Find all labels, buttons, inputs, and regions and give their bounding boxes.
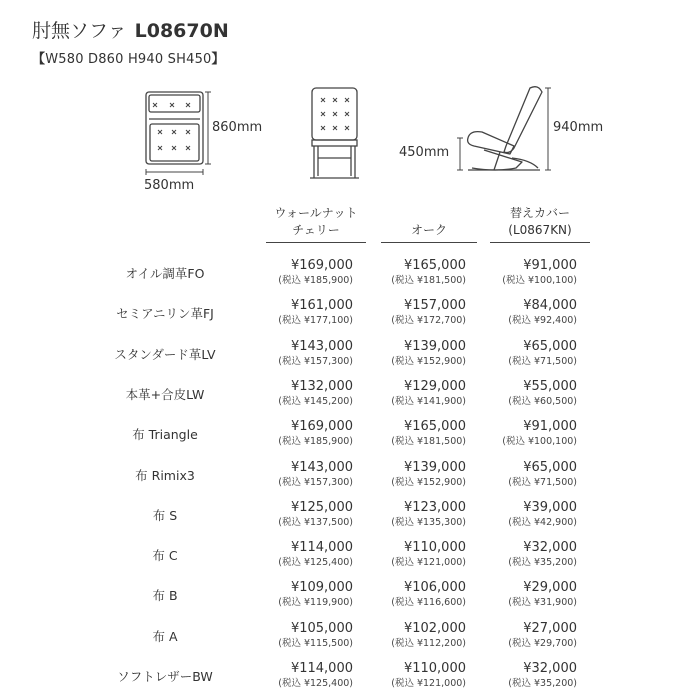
price: ¥139,000	[403, 338, 466, 354]
price: ¥32,000	[523, 540, 577, 556]
price-cell	[366, 580, 466, 609]
row-label: 布 Rimix3	[135, 467, 195, 483]
price-tax-included: (税込 ¥141,900)	[391, 395, 466, 407]
price-tax-included: (税込 ¥35,200)	[508, 678, 577, 689]
price-tax-included: (税込 ¥145,200)	[278, 395, 353, 407]
row-label: 布 A	[152, 628, 178, 644]
price: ¥105,000	[290, 620, 353, 636]
price-tax-included: (税込 ¥115,500)	[278, 637, 353, 649]
price-cell	[366, 298, 466, 327]
height-label: 940mm	[553, 120, 604, 135]
seat-height-label: 450mm	[399, 145, 450, 160]
column-header-underline	[381, 242, 477, 243]
price-tax-included: (税込 ¥35,200)	[508, 557, 577, 569]
price: ¥157,000	[403, 298, 466, 314]
price: ¥114,000	[290, 661, 353, 676]
row-label: 布 S	[152, 507, 178, 523]
price: ¥65,000	[523, 459, 577, 475]
price-tax-included: (税込 ¥31,900)	[508, 597, 577, 609]
price-tax-included: (税込 ¥121,000)	[391, 678, 466, 689]
price-tax-included: (税込 ¥152,900)	[391, 355, 466, 367]
price-cell	[253, 258, 353, 287]
price-cell	[253, 339, 353, 368]
price-cell	[477, 339, 577, 368]
price-cell	[477, 621, 577, 650]
price-cell	[366, 621, 466, 650]
row-label: 布 C	[152, 548, 178, 564]
row-label: スタンダード革LV	[114, 346, 216, 362]
price: ¥123,000	[403, 499, 466, 515]
price-cell	[477, 258, 577, 287]
price-cell	[366, 460, 466, 489]
price-tax-included: (税込 ¥172,700)	[391, 315, 466, 327]
column-header-cover	[488, 205, 592, 239]
price-cell	[477, 460, 577, 489]
price-cell	[253, 621, 353, 650]
price: ¥129,000	[403, 378, 466, 394]
price-tax-included: (税込 ¥60,500)	[508, 395, 577, 407]
row-label: 布 B	[152, 588, 178, 604]
column-header-underline	[490, 242, 590, 243]
price-tax-included: (税込 ¥157,300)	[278, 355, 353, 367]
price-cell	[366, 258, 466, 287]
price-tax-included: (税込 ¥181,500)	[391, 436, 466, 448]
column-header-line: (L0867KN)	[508, 223, 572, 237]
column-header-line: ウォールナット	[274, 206, 358, 220]
price-tax-included: (税込 ¥135,300)	[391, 516, 466, 528]
price: ¥91,000	[523, 258, 577, 273]
column-header-line: 替えカバー	[509, 206, 570, 220]
price: ¥106,000	[403, 580, 466, 596]
price: ¥161,000	[290, 298, 353, 314]
price: ¥91,000	[523, 419, 577, 435]
price-cell	[477, 540, 577, 569]
price-tax-included: (税込 ¥185,900)	[278, 275, 353, 286]
price: ¥27,000	[523, 620, 577, 636]
price-tax-included: (税込 ¥125,400)	[278, 678, 353, 689]
price-cell	[366, 540, 466, 569]
price: ¥169,000	[290, 258, 353, 273]
price: ¥102,000	[403, 620, 466, 636]
column-header-walnut-cherry	[264, 205, 368, 239]
price: ¥110,000	[403, 540, 466, 556]
product-name: 肘無ソファ	[32, 20, 127, 42]
row-label: 布 Triangle	[132, 427, 198, 443]
front-view-drawing	[310, 88, 359, 178]
depth-label: 860mm	[212, 120, 263, 135]
price-tax-included: (税込 ¥112,200)	[391, 637, 466, 649]
price: ¥39,000	[523, 499, 577, 515]
price: ¥55,000	[523, 378, 577, 394]
row-label: セミアニリン革FJ	[116, 306, 214, 322]
price: ¥65,000	[523, 338, 577, 354]
price-tax-included: (税込 ¥121,000)	[391, 557, 466, 569]
price-cell	[253, 500, 353, 529]
price-cell	[366, 419, 466, 448]
price-cell	[253, 379, 353, 408]
price: ¥169,000	[290, 419, 353, 435]
price-cell	[366, 661, 466, 690]
sofa-diagrams	[0, 0, 700, 200]
price: ¥29,000	[523, 580, 577, 596]
price-tax-included: (税込 ¥116,600)	[391, 597, 466, 609]
side-view-dimension-lines	[457, 88, 551, 170]
price: ¥125,000	[290, 499, 353, 515]
price-cell	[477, 379, 577, 408]
price-cell	[366, 500, 466, 529]
price: ¥32,000	[523, 661, 577, 676]
price-cell	[477, 419, 577, 448]
price-cell	[477, 661, 577, 690]
dimensions-text: W580 D860 H940 SH450	[45, 52, 212, 67]
price-tax-included: (税込 ¥71,500)	[508, 355, 577, 367]
price-tax-included: (税込 ¥137,500)	[278, 516, 353, 528]
price-tax-included: (税込 ¥92,400)	[508, 315, 577, 327]
price: ¥110,000	[403, 661, 466, 676]
price: ¥114,000	[290, 540, 353, 556]
price-tax-included: (税込 ¥185,900)	[278, 436, 353, 448]
bracket-open: 【	[32, 52, 46, 67]
width-label: 580mm	[144, 178, 195, 193]
price-cell	[253, 580, 353, 609]
row-label: オイル調革FO	[125, 266, 205, 281]
model-number: L08670N	[134, 20, 229, 42]
bracket-close: 】	[211, 52, 225, 67]
price-cell	[366, 379, 466, 408]
price: ¥84,000	[523, 298, 577, 314]
price-cell	[477, 298, 577, 327]
price-tax-included: (税込 ¥29,700)	[508, 637, 577, 649]
price-tax-included: (税込 ¥100,100)	[502, 436, 577, 448]
price-tax-included: (税込 ¥157,300)	[278, 476, 353, 488]
price-tax-included: (税込 ¥152,900)	[391, 476, 466, 488]
price-tax-included: (税込 ¥42,900)	[508, 516, 577, 528]
price-tax-included: (税込 ¥119,900)	[278, 597, 353, 609]
price: ¥143,000	[290, 338, 353, 354]
column-header-oak	[379, 222, 479, 239]
top-view-drawing	[146, 92, 203, 164]
price-cell	[253, 298, 353, 327]
price-tax-included: (税込 ¥100,100)	[502, 275, 577, 286]
column-header-line: オーク	[410, 223, 447, 237]
price: ¥165,000	[403, 258, 466, 273]
column-header-underline	[266, 242, 366, 243]
price-tax-included: (税込 ¥125,400)	[278, 557, 353, 569]
price: ¥109,000	[290, 580, 353, 596]
row-label: 本革+合皮LW	[125, 386, 205, 402]
side-view-drawing	[468, 87, 542, 170]
price: ¥165,000	[403, 419, 466, 435]
price-tax-included: (税込 ¥181,500)	[391, 275, 466, 286]
price-cell	[366, 339, 466, 368]
price: ¥143,000	[290, 459, 353, 475]
price-cell	[253, 661, 353, 690]
price-tax-included: (税込 ¥71,500)	[508, 476, 577, 488]
row-label: ソフトレザーBW	[117, 669, 213, 684]
price-cell	[253, 540, 353, 569]
column-header-line: チェリー	[292, 223, 340, 237]
price: ¥139,000	[403, 459, 466, 475]
price-tax-included: (税込 ¥177,100)	[278, 315, 353, 327]
price-cell	[477, 580, 577, 609]
price-cell	[477, 500, 577, 529]
price-cell	[253, 460, 353, 489]
price: ¥132,000	[290, 378, 353, 394]
price-cell	[253, 419, 353, 448]
